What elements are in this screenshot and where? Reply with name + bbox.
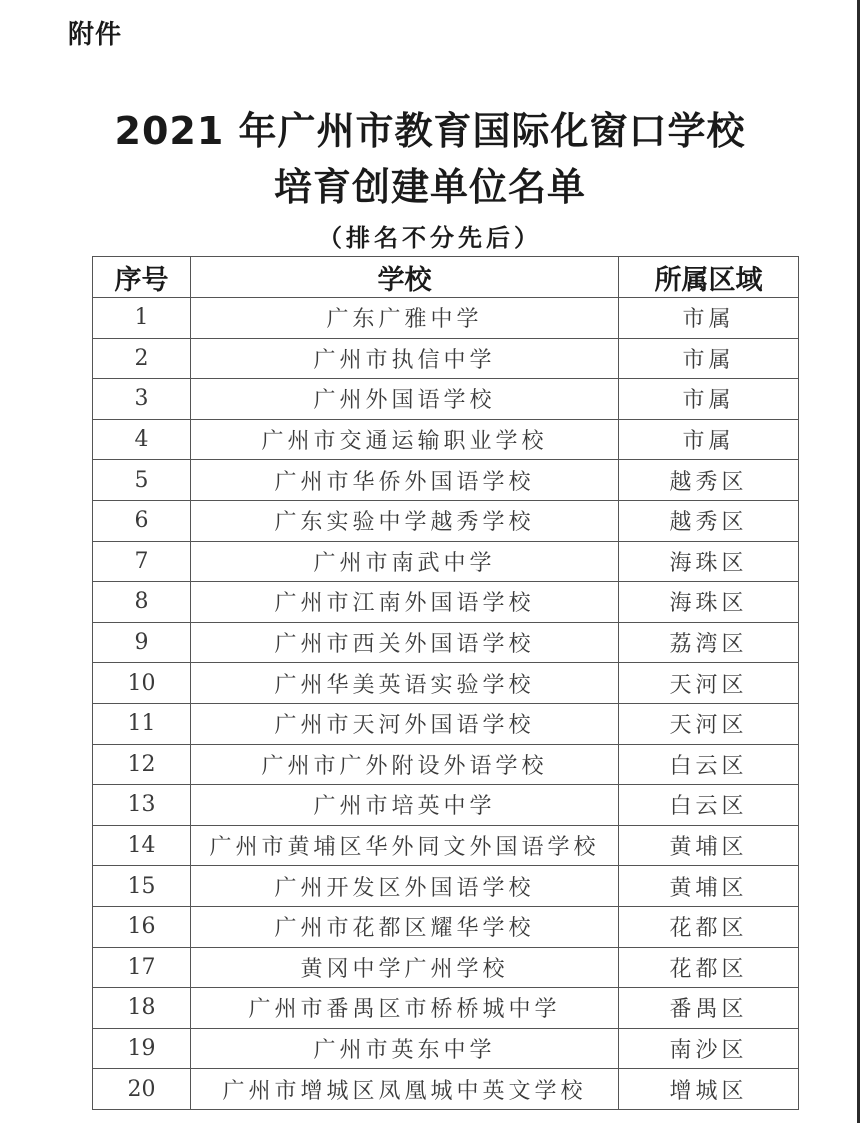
- district-name: 天河区: [619, 703, 799, 744]
- table-row: [93, 785, 799, 826]
- district-name: 白云区: [619, 744, 799, 785]
- school-name: 广州市交通运输职业学校: [191, 419, 619, 460]
- row-number: 4: [93, 419, 191, 460]
- row-number: 15: [93, 866, 191, 907]
- district-name: 花都区: [619, 947, 799, 988]
- row-number: 5: [93, 460, 191, 501]
- district-name: 越秀区: [619, 500, 799, 541]
- district-name: 白云区: [619, 785, 799, 826]
- table-row: [93, 460, 799, 501]
- row-number: 8: [93, 582, 191, 623]
- school-name: 广州市番禺区市桥桥城中学: [191, 988, 619, 1029]
- table-row: [93, 379, 799, 420]
- school-name: 广州市广外附设外语学校: [191, 744, 619, 785]
- table-row: [93, 825, 799, 866]
- table-row: [93, 1069, 799, 1110]
- document-title-line-1: 2021 年广州市教育国际化窗口学校: [114, 109, 746, 153]
- table-row: [93, 663, 799, 704]
- table-row: [93, 338, 799, 379]
- district-name: 市属: [619, 379, 799, 420]
- row-number: 6: [93, 500, 191, 541]
- school-name: 广州开发区外国语学校: [191, 866, 619, 907]
- district-name: 增城区: [619, 1069, 799, 1110]
- school-name: 黄冈中学广州学校: [191, 947, 619, 988]
- column-header-district: 所属区域: [619, 257, 799, 298]
- table-row: [93, 744, 799, 785]
- table-row: [93, 988, 799, 1029]
- district-name: 南沙区: [619, 1028, 799, 1069]
- row-number: 19: [93, 1028, 191, 1069]
- school-name: 广州市英东中学: [191, 1028, 619, 1069]
- table-row: [93, 622, 799, 663]
- district-name: 海珠区: [619, 582, 799, 623]
- school-name: 广州外国语学校: [191, 379, 619, 420]
- school-name: 广州市天河外国语学校: [191, 703, 619, 744]
- district-name: 市属: [619, 338, 799, 379]
- table-row: [93, 906, 799, 947]
- school-name: 广州华美英语实验学校: [191, 663, 619, 704]
- row-number: 11: [93, 703, 191, 744]
- attachment-label: 附件: [68, 20, 123, 50]
- table-row: [93, 703, 799, 744]
- row-number: 12: [93, 744, 191, 785]
- school-name: 广州市西关外国语学校: [191, 622, 619, 663]
- table-row: [93, 866, 799, 907]
- district-name: 黄埔区: [619, 866, 799, 907]
- column-header-school: 学校: [191, 257, 619, 298]
- table-row: [93, 541, 799, 582]
- row-number: 2: [93, 338, 191, 379]
- row-number: 7: [93, 541, 191, 582]
- school-name: 广东广雅中学: [191, 298, 619, 339]
- row-number: 18: [93, 988, 191, 1029]
- row-number: 9: [93, 622, 191, 663]
- row-number: 14: [93, 825, 191, 866]
- table-body: [93, 298, 799, 1110]
- row-number: 16: [93, 906, 191, 947]
- document-subtitle: （排名不分先后）: [318, 223, 542, 252]
- table-row: [93, 1028, 799, 1069]
- table-row: [93, 947, 799, 988]
- district-name: 市属: [619, 419, 799, 460]
- district-name: 海珠区: [619, 541, 799, 582]
- row-number: 13: [93, 785, 191, 826]
- district-name: 天河区: [619, 663, 799, 704]
- school-name: 广州市华侨外国语学校: [191, 460, 619, 501]
- school-name: 广东实验中学越秀学校: [191, 500, 619, 541]
- district-name: 花都区: [619, 906, 799, 947]
- school-name: 广州市培英中学: [191, 785, 619, 826]
- row-number: 20: [93, 1069, 191, 1110]
- school-name: 广州市花都区耀华学校: [191, 906, 619, 947]
- row-number: 3: [93, 379, 191, 420]
- row-number: 17: [93, 947, 191, 988]
- table-header-row: [93, 257, 799, 298]
- school-name: 广州市黄埔区华外同文外国语学校: [191, 825, 619, 866]
- district-name: 荔湾区: [619, 622, 799, 663]
- district-name: 市属: [619, 298, 799, 339]
- table-row: [93, 500, 799, 541]
- table-row: [93, 582, 799, 623]
- row-number: 1: [93, 298, 191, 339]
- document-title-line-2: 培育创建单位名单: [273, 165, 586, 209]
- school-name: 广州市南武中学: [191, 541, 619, 582]
- school-name: 广州市执信中学: [191, 338, 619, 379]
- row-number: 10: [93, 663, 191, 704]
- column-header-number: 序号: [93, 257, 191, 298]
- district-name: 番禺区: [619, 988, 799, 1029]
- district-name: 越秀区: [619, 460, 799, 501]
- table-row: [93, 419, 799, 460]
- district-name: 黄埔区: [619, 825, 799, 866]
- table-row: [93, 298, 799, 339]
- school-name: 广州市江南外国语学校: [191, 582, 619, 623]
- school-name: 广州市增城区凤凰城中英文学校: [191, 1069, 619, 1110]
- school-list-table: [92, 256, 799, 1110]
